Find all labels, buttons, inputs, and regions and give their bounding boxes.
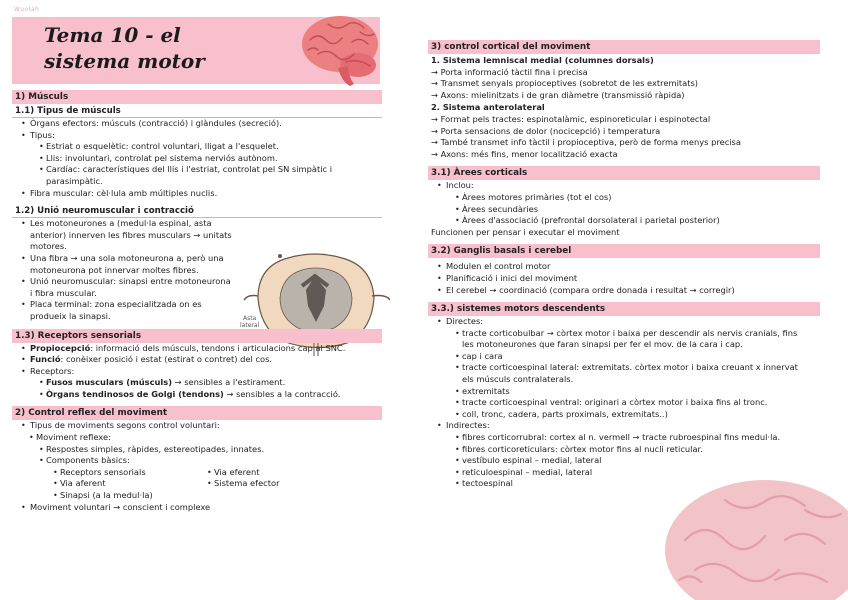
definition: : conèixer posició i estat (estirat o contret) del cos. [60, 354, 273, 365]
title-line-2: sistema motor [44, 49, 205, 73]
term: Funció [30, 354, 61, 365]
list-item: • fibres corticoreticulars: còrtex motor fins al nucli reticular. [452, 444, 820, 456]
term: Propiocepció [30, 342, 91, 353]
list-item: • Moviment voluntari → conscient i complexe [18, 502, 382, 514]
text-line: → Porta informació tàctil fina i precisa [431, 66, 588, 77]
brain-icon [298, 10, 384, 90]
list-item: • Respostes simples, ràpides, estereotipades, innates. [36, 444, 382, 456]
list-item [18, 253, 240, 276]
text-line: Funcionen per pensar i executar el moviment [431, 226, 620, 237]
term: Òrgans tendinosos de Golgi (tendons) [46, 388, 224, 399]
text-line: → Format pels tractes: espinotalàmic, espinoreticular i espinotectal [431, 113, 711, 124]
list-item: • Planificació i inici del moviment [434, 273, 820, 285]
section-heading-control-reflex: 2) Control reflex del moviment [12, 406, 382, 420]
list-item: • Fibra muscular: cèl·lula amb múltiples nuclis. [18, 188, 382, 200]
list-item [452, 362, 820, 385]
list-item: • Via eferent [204, 467, 358, 479]
list-item: • tectoespinal [452, 478, 820, 490]
list-item-text: tracte corticobulbar → còrtex motor i baixa per descendir als nervis cranials, fins [462, 327, 798, 338]
list-item [18, 354, 382, 366]
text-line: → Transmet senyals propioceptives (sobretot de les extremitats) [431, 78, 699, 89]
definition: → sensibles a la contracció. [223, 388, 341, 399]
list-item: • Estriat o esquelètic: control voluntari, lligat a l'esquelet. [36, 141, 382, 153]
list-item: • Àrees d'associació (prefrontal dorsolateral i parietal posterior) [452, 215, 820, 227]
list-item-text: Placa terminal: zona especialitzada on es [30, 299, 202, 310]
list-item: • Receptors sensorials [50, 467, 204, 479]
watermark: Wuolah [14, 6, 40, 13]
section-heading-ganglis-basals: 3.2) Ganglis basals i cerebel [428, 244, 820, 258]
list-item: • reticuloespinal – medial, lateral [452, 467, 820, 479]
section-heading-control-cortical: 3) control cortical del moviment [428, 40, 820, 54]
list-item: • Directes: [434, 316, 820, 328]
list-item: • Sistema efector [204, 478, 358, 490]
list-item-text: motoneurona pot innervar moltes fibres. [30, 264, 199, 275]
list-item-text: produeix la sinapsi. [30, 310, 111, 321]
list-item [36, 377, 382, 389]
list-item-text: i fibra muscular. [30, 287, 97, 298]
list-item: • Inclou: [434, 180, 820, 192]
list-item-text: parasimpàtic. [46, 175, 103, 186]
section-heading-musculs: 1) Músculs [12, 90, 382, 104]
subheading-unio-neuromuscular: 1.2) Unió neuromuscular i contracció [12, 205, 382, 218]
list-item-text: Unió neuromuscular: sinapsi entre motoneurona [30, 276, 231, 287]
right-column [428, 38, 820, 490]
list-item: • Moviment reflexe: [26, 432, 382, 444]
list-item [18, 218, 240, 253]
list-item: • coll, tronc, cadera, parts proximals, extremitats..) [452, 409, 820, 421]
list-item: • extremitats [452, 386, 820, 398]
diagram-label-line-2: lateral [240, 322, 260, 329]
list-item: • Àrees motores primàries (tot el cos) [452, 192, 820, 204]
left-column [12, 88, 382, 513]
list-item [18, 343, 382, 355]
list-item: • Àrees secundàries [452, 204, 820, 216]
list-item: • El cerebel → coordinació (compara ordre donada i resultat → corregir) [434, 285, 820, 297]
list-item-text: les motoneurones que faran sinapsi per fer el mov. de la cara i cap. [462, 339, 743, 350]
list-item: • tracte corticoespinal ventral: originari a còrtex motor i baixa fins al tronc. [452, 397, 820, 409]
list-item: • Receptors: [18, 366, 382, 378]
text-line: → Axons: més fins, menor localització exacta [431, 148, 618, 159]
list-item: • Via aferent [50, 478, 204, 490]
list-item-text: anterior) innerven les fibres musculars → unitats [30, 229, 232, 240]
subheading-anterolateral: 2. Sistema anterolateral [431, 102, 545, 113]
list-item-text: Cardíac: característiques del llis i l'estriat, controlat pel SN simpàtic i [46, 164, 333, 175]
list-item: • cap i cara [452, 351, 820, 363]
list-item-text: tracte corticoespinal lateral: extremitats. còrtex motor i baixa creuant x innervat [462, 362, 798, 373]
text-line: → També transmet info tàctil i propioceptiva, però de forma menys precisa [431, 137, 741, 148]
title-line-1: Tema 10 - el [44, 23, 181, 47]
subheading-tipus-musculs: 1.1) Tipus de músculs [12, 105, 382, 118]
list-item: • Llis: involuntari, controlat pel sistema nerviós autònom. [36, 153, 382, 165]
list-item: • Components bàsics: [36, 455, 382, 467]
list-item-text: motores. [30, 241, 67, 252]
list-item-text: Una fibra → una sola motoneurona a, però una [30, 252, 224, 263]
list-item: • fibres corticorrubral: cortex al n. vermell → tracte rubroespinal fins medul·la. [452, 432, 820, 444]
list-item-text: els músculs contralaterals. [462, 374, 574, 385]
list-item: • Òrgans efectors: múscuIs (contracció) i glàndules (secreció). [18, 118, 382, 130]
text-line: → Porta sensacions de dolor (nocicepció) i temperatura [431, 125, 661, 136]
list-item: • Indirectes: [434, 420, 820, 432]
text-line: → Axons: mielinitzats i de gran diàmetre (transmissió ràpida) [431, 89, 685, 100]
list-item: • Tipus: [18, 130, 382, 142]
page-title [44, 22, 205, 74]
list-item: • vestíbulo espinal – medial, lateral [452, 455, 820, 467]
list-item [18, 299, 240, 322]
term: Fusos musculars (músculs) [46, 377, 172, 388]
diagram-label-line-1: Asta [242, 315, 257, 322]
components-list [12, 467, 382, 502]
list-item [36, 389, 382, 401]
section-heading-receptors: 1.3) Receptors sensorials [12, 329, 382, 343]
list-item [36, 164, 382, 187]
definition: : informació dels músculs, tendons i articulacions cap al SNC. [90, 342, 346, 353]
section-heading-sistemes-descendents: 3.3.) sistemes motors descendents [428, 302, 820, 316]
list-item: • Sinapsi (a la medul·la) [50, 490, 204, 502]
definition: → sensibles a l'estirament. [172, 377, 286, 388]
list-item-text: Les motoneurones a (medul·la espinal, asta [30, 218, 212, 229]
section-heading-arees-corticals: 3.1) Àrees corticals [428, 166, 820, 180]
list-item: • Tipus de moviments segons control voluntari: [18, 420, 382, 432]
list-item: • Modulen el control motor [434, 261, 820, 273]
subheading-lemniscal: 1. Sistema lemniscal medial (columnes dorsals) [431, 55, 654, 65]
list-item [452, 328, 820, 351]
list-item [18, 276, 240, 299]
